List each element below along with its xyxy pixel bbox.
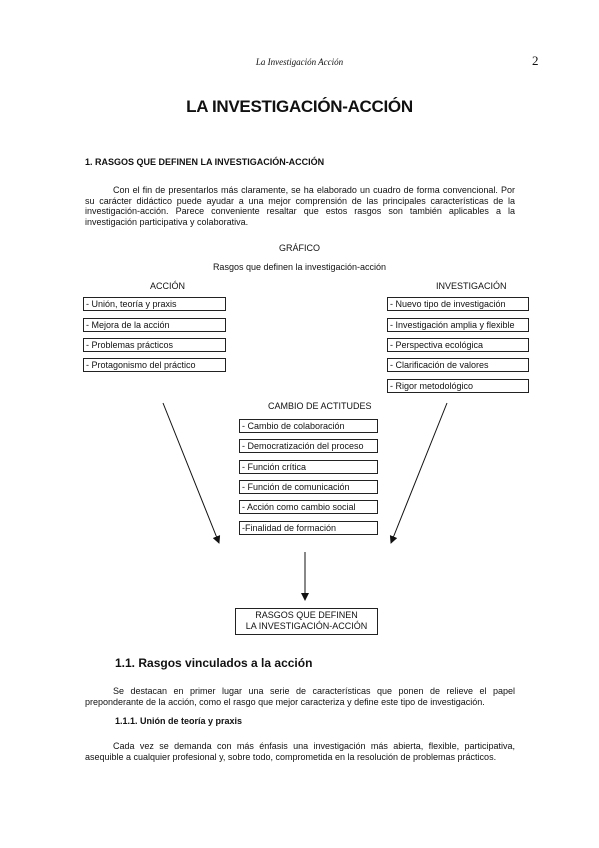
left-column-title: ACCIÓN [150,281,186,291]
document-title: LA INVESTIGACIÓN-ACCIÓN [186,97,413,116]
left-arrow [163,403,219,543]
research-item: - Clarificación de valores [387,358,529,372]
running-header: La Investigación Acción [255,57,344,67]
subsubsection-paragraph-text: Cada vez se demanda con más énfasis una investigación más abierta, flexible, participativa, asequible a cualquier profesional y, sobre todo, comprometida en la resolución de problemas prácticos. [85,741,515,762]
action-item: - Unión, teoría y praxis [83,297,226,311]
diagram-label: GRÁFICO [278,243,320,253]
subsection-heading: 1.1. Rasgos vinculados a la acción [115,656,313,670]
attitude-item: - Función crítica [239,460,378,474]
subsubsection-heading: 1.1.1. Unión de teoría y praxis [115,716,243,726]
attitude-item: - Acción como cambio social [239,500,378,514]
attitude-item: - Cambio de colaboración [239,419,378,433]
center-column-title: CAMBIO DE ACTITUDES [268,401,372,411]
page-number: 2 [532,53,539,68]
action-item: - Protagonismo del práctico [83,358,226,372]
intro-paragraph-text: Con el fin de presentarlos más claramente, se ha elaborado un cuadro de forma convencional. Por su carácter didáctico puede ayudar a una mejor comprensión de las principales características de la investigación-acción. Parece conveniente resaltar que estos rasgos son también aplicables a la investigación participativa y colaborativa. [85,185,515,227]
action-item: - Mejora de la acción [83,318,226,332]
result-line-1: RASGOS QUE DEFINEN [255,610,358,620]
attitude-item: -Finalidad de formación [239,521,378,535]
result-line-2: LA INVESTIGACIÓN-ACCIÓN [245,621,368,631]
research-item: - Nuevo tipo de investigación [387,297,529,311]
diagram-caption: Rasgos que definen la investigación-acción [212,262,387,272]
attitude-item: - Democratización del proceso [239,439,378,453]
research-item: - Rigor metodológico [387,379,529,393]
research-item: - Perspectiva ecológica [387,338,529,352]
attitude-item: - Función de comunicación [239,480,378,494]
section-heading: 1. RASGOS QUE DEFINEN LA INVESTIGACIÓN-ACCIÓN [85,157,325,167]
subsection-paragraph-text: Se destacan en primer lugar una serie de características que ponen de relieve el papel preponderante de la acción, como el rasgo que mejor caracteriza y define este tipo de investigación. [85,686,515,707]
research-item: - Investigación amplia y flexible [387,318,529,332]
subsubsection-paragraph [85,741,515,762]
right-arrow [391,403,447,543]
result-box [235,608,378,635]
action-item: - Problemas prácticos [83,338,226,352]
right-column-title: INVESTIGACIÓN [436,281,507,291]
subsection-paragraph [85,686,515,707]
